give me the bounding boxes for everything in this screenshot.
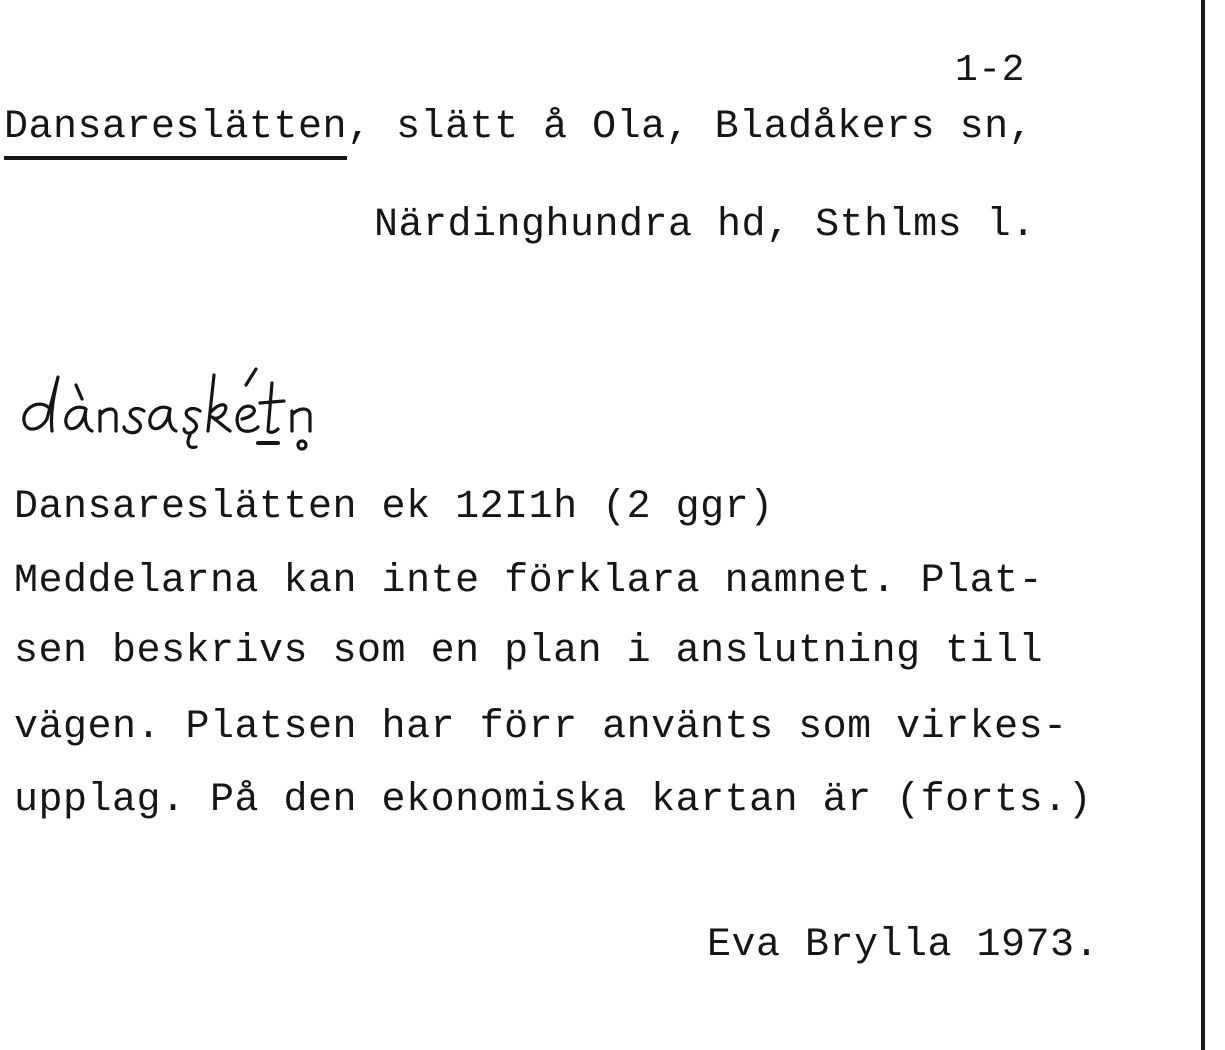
body-line: Meddelarna kan inte förklara namnet. Plat- [14,559,1044,604]
card-number: 1-2 [955,49,1025,92]
body-line: sen beskrivs som en plan i anslutning till [14,629,1044,674]
headword: Dansareslätten [4,105,347,160]
body-line: Dansareslätten ek 12I1h (2 ggr) [14,485,774,530]
handwritten-pronunciation [20,355,460,465]
heading-line [4,105,1034,150]
region-line: Närdinghundra hd, Sthlms l. [374,203,1036,248]
pronunciation-handwriting [20,355,460,465]
heading-rest: , slätt å Ola, Bladåkers sn, [347,105,1034,150]
body-line: upplag. På den ekonomiska kartan är (forts.) [14,778,1093,823]
card-edge-line [1201,0,1205,1050]
body-line: vägen. Platsen har förr använts som virkes- [14,705,1068,750]
signature: Eva Brylla 1973. [707,923,1100,968]
